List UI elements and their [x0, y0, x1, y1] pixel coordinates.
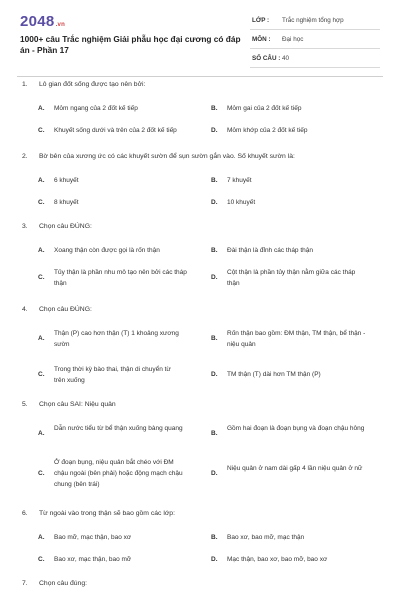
- question-stem: [22, 401, 116, 408]
- question-text: Chọn câu SAI: Niệu quản: [39, 401, 116, 408]
- question-number: 2.: [22, 153, 28, 160]
- option-letter: D.: [211, 556, 218, 563]
- meta-value: Trắc nghiệm tổng hợp: [282, 17, 344, 24]
- question-text: Lô gian đốt sống được tạo nên bởi:: [39, 81, 146, 88]
- question-number: 4.: [22, 306, 28, 313]
- meta-value: Đại học: [282, 36, 304, 43]
- question-stem: [22, 580, 87, 587]
- option-letter: C.: [38, 274, 45, 281]
- question-text: Chọn câu ĐÚNG:: [39, 306, 92, 313]
- meta-label: MÔN :: [252, 36, 271, 43]
- option-text: Mạc thận, bao xơ, bao mỡ, bao xơ: [227, 556, 328, 563]
- option-text: 6 khuyết: [54, 177, 79, 184]
- header-divider: [17, 76, 383, 77]
- option-text: Mỏm gai của 2 đốt kế tiếp: [227, 105, 302, 112]
- option-letter: A.: [38, 335, 45, 342]
- option-text: Bao xơ, mạc thận, bao mỡ: [54, 556, 132, 563]
- option-text: Trong thời kỳ bào thai, thận di chuyển từ trên xuống: [54, 366, 171, 384]
- meta-label: LỚP :: [252, 17, 270, 24]
- question-text: Chọn câu ĐÚNG:: [39, 223, 92, 230]
- option-letter: D.: [211, 274, 218, 281]
- question-text: Chọn câu đúng:: [39, 580, 87, 587]
- option-letter: A.: [38, 534, 45, 541]
- option-letter: C.: [38, 556, 45, 563]
- option-letter: A.: [38, 247, 45, 254]
- option-text: Tủy thận là phần nhu mô tạo nên bởi các tháp thận: [54, 269, 187, 287]
- question-number: 1.: [22, 81, 28, 88]
- option-text: Dẫn nước tiểu từ bể thận xuống bàng quang: [54, 425, 183, 432]
- option-text: 10 khuyết: [227, 199, 256, 206]
- meta-value: 40: [282, 55, 290, 62]
- option-letter: A.: [38, 177, 45, 184]
- option-text: Rốn thận bao gồm: ĐM thận, TM thận, bể thận - niệu quản: [227, 330, 366, 348]
- option-text: 8 khuyết: [54, 199, 79, 206]
- option-letter: B.: [211, 534, 218, 541]
- question-number: 5.: [22, 401, 28, 408]
- option-text: 7 khuyết: [227, 177, 252, 184]
- option-text: Niệu quản ở nam dài gấp 4 lần niệu quản ở nữ: [227, 465, 363, 472]
- meta-row-subject: [250, 32, 380, 49]
- logo-suffix: .vn: [55, 22, 66, 28]
- document-meta: [250, 13, 380, 70]
- option-text: Đài thận là đỉnh các tháp thận: [227, 247, 314, 254]
- option-letter: B.: [211, 335, 218, 342]
- option-text: Xoang thận còn được gọi là rốn thận: [54, 247, 160, 254]
- option-letter: C.: [38, 127, 45, 134]
- option-letter: B.: [211, 430, 218, 437]
- option-letter: A.: [38, 105, 45, 112]
- option-text: Gồm hai đoạn là đoạn bụng và đoạn chậu hông: [227, 425, 365, 432]
- header: [0, 0, 400, 80]
- meta-row-class: [250, 13, 380, 30]
- question-number: 6.: [22, 510, 28, 517]
- site-logo[interactable]: [20, 13, 65, 30]
- question-stem: [22, 306, 92, 313]
- option-text: TM thận (T) dài hơn TM thận (P): [227, 371, 321, 378]
- question-text: Bờ bên của xương ức có các khuyết sườn để sụn sườn gắn vào. Số khuyết sườn là:: [39, 153, 295, 160]
- question-stem: [22, 223, 92, 230]
- option-text: Thận (P) cao hơn thận (T) 1 khoảng xương sườn: [54, 330, 179, 348]
- option-letter: A.: [38, 430, 45, 437]
- question-stem: [22, 153, 295, 160]
- document-title: 1000+ câu Trắc nghiệm Giải phẫu học đại cương có đáp án - Phần 17: [20, 34, 241, 55]
- meta-row-count: [250, 51, 380, 68]
- option-letter: D.: [211, 470, 218, 477]
- option-letter: D.: [211, 127, 218, 134]
- option-letter: B.: [211, 177, 218, 184]
- option-letter: C.: [38, 470, 45, 477]
- question-stem: [22, 510, 175, 517]
- option-letter: C.: [38, 371, 45, 378]
- option-letter: B.: [211, 247, 218, 254]
- option-text: Cột thận là phần tủy thận nằm giữa các tháp thận: [227, 269, 356, 287]
- logo-text: 2048: [20, 13, 55, 30]
- question-number: 7.: [22, 580, 28, 587]
- question-stem: [22, 81, 145, 88]
- option-letter: D.: [211, 199, 218, 206]
- option-text: Bao mỡ, mạc thận, bao xơ: [54, 534, 132, 541]
- meta-label: SỐ CÂU :: [252, 55, 281, 62]
- question-number: 3.: [22, 223, 28, 230]
- option-text: Ở đoạn bụng, niệu quản bắt chéo với ĐM chậu ngoài (bên phải) hoặc động mạch chậu chung (bên trái): [54, 459, 183, 488]
- option-text: Mỏm ngang của 2 đốt kế tiếp: [54, 105, 138, 112]
- option-letter: C.: [38, 199, 45, 206]
- option-letter: B.: [211, 105, 218, 112]
- option-text: Bao xơ, bao mỡ, mạc thận: [227, 534, 305, 541]
- option-text: Khuyết sống dưới và trên của 2 đốt kế tiếp: [54, 127, 177, 134]
- option-text: Mỏm khớp của 2 đốt kế tiếp: [227, 127, 308, 134]
- option-letter: D.: [211, 371, 218, 378]
- question-text: Từ ngoài vào trong thận sẽ bao gồm các lớp:: [39, 510, 175, 517]
